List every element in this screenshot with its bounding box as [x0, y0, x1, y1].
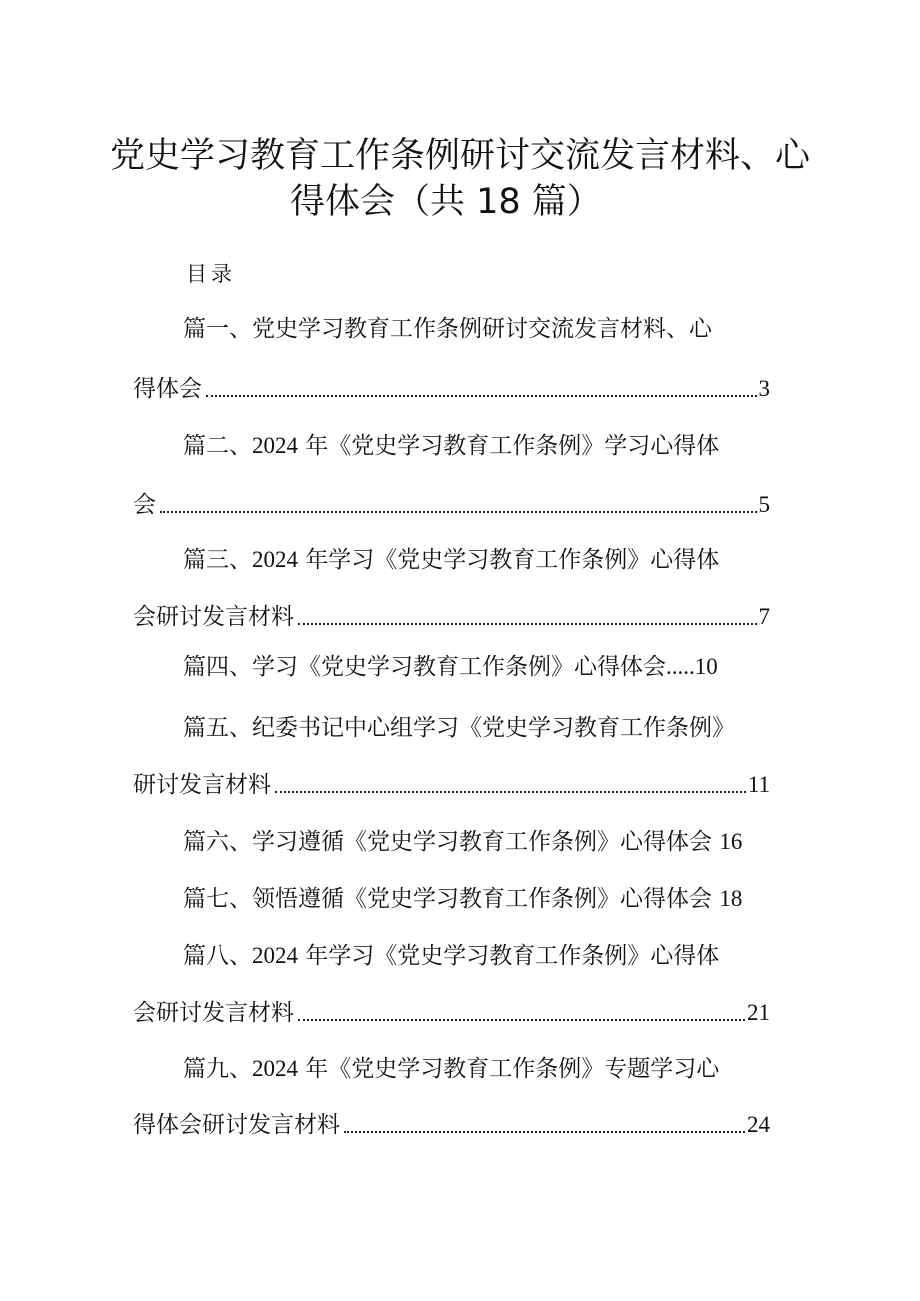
toc-entry-3-prefix: 篇三、 — [183, 547, 252, 573]
toc-entry-9-prefix: 篇九、 — [183, 1056, 252, 1082]
toc-leader-dots — [160, 511, 757, 513]
toc-entry-6-page: 16 — [719, 829, 743, 854]
toc-entry-9-line-2[interactable] — [133, 1110, 770, 1140]
toc-leader-dots — [298, 1019, 745, 1021]
toc-entry-1-cont: 得体会 — [133, 376, 202, 402]
toc-entry-5-line-2[interactable] — [133, 770, 770, 800]
toc-entry-6-title: 篇六、学习遵循《党史学习教育工作条例》心得体会 — [183, 829, 712, 855]
toc-leader-dots — [206, 395, 757, 397]
toc-entry-5-cont: 研讨发言材料 — [133, 772, 271, 798]
toc-entry-8-line-2[interactable] — [133, 998, 770, 1028]
toc-leader-dots — [275, 791, 746, 793]
toc-entry-5-page: 11 — [747, 772, 770, 797]
toc-entry-2-line-1[interactable] — [183, 431, 719, 461]
toc-entry-4[interactable] — [183, 652, 718, 682]
toc-entry-7-title: 篇七、领悟遵循《党史学习教育工作条例》心得体会 — [183, 886, 712, 912]
toc-entry-4-page: 10 — [694, 654, 718, 679]
toc-entry-9-title: 年《党史学习教育工作条例》专题学习心 — [298, 1056, 720, 1082]
toc-entry-8-line-1[interactable] — [183, 941, 719, 971]
toc-entry-3-line-2[interactable] — [133, 602, 770, 632]
toc-entry-8-page: 21 — [747, 1000, 770, 1025]
toc-entry-9-year: 2024 — [252, 1056, 298, 1081]
toc-entry-3-page: 7 — [758, 604, 770, 629]
toc-entry-3-line-1[interactable] — [183, 545, 719, 575]
toc-entry-8-title: 年学习《党史学习教育工作条例》心得体 — [298, 943, 720, 969]
toc-entry-2-page: 5 — [758, 492, 770, 517]
toc-entry-5-line-1[interactable]: 篇五、纪委书记中心组学习《党史学习教育工作条例》 — [183, 715, 735, 741]
toc-entry-8-prefix: 篇八、 — [183, 943, 252, 969]
title-line-2: 得体会（共 18 篇） — [290, 182, 602, 222]
toc-entry-7[interactable] — [183, 884, 742, 914]
toc-leader-dots: ..... — [666, 654, 695, 679]
toc-entry-3-cont: 会研讨发言材料 — [133, 604, 294, 630]
toc-heading: 目录 — [186, 262, 236, 286]
toc-entry-2-cont: 会 — [133, 492, 156, 518]
toc-entry-2-prefix: 篇二、 — [183, 433, 252, 459]
toc-entry-7-page: 18 — [719, 886, 743, 911]
toc-entry-9-cont: 得体会研讨发言材料 — [133, 1112, 340, 1138]
toc-entry-3-year: 2024 — [252, 547, 298, 572]
toc-entry-3-title: 年学习《党史学习教育工作条例》心得体 — [298, 547, 720, 573]
toc-entry-1-line-1[interactable]: 篇一、党史学习教育工作条例研讨交流发言材料、心 — [183, 316, 712, 342]
toc-entry-9-page: 24 — [747, 1112, 770, 1137]
toc-entry-1-page: 3 — [758, 376, 770, 401]
toc-entry-9-line-1[interactable] — [183, 1054, 719, 1084]
toc-entry-6[interactable] — [183, 827, 742, 857]
toc-entry-8-year: 2024 — [252, 943, 298, 968]
toc-entry-4-title: 篇四、学习《党史学习教育工作条例》心得体会 — [183, 654, 666, 680]
toc-entry-2-line-2[interactable] — [133, 490, 770, 520]
title-line-1: 党史学习教育工作条例研讨交流发言材料、心 — [110, 136, 811, 176]
toc-leader-dots — [298, 623, 757, 625]
toc-entry-8-cont: 会研讨发言材料 — [133, 1000, 294, 1026]
toc-entry-1-line-2[interactable] — [133, 374, 770, 404]
toc-entry-2-year: 2024 — [252, 433, 298, 458]
toc-leader-dots — [344, 1131, 745, 1133]
toc-entry-2-title: 年《党史学习教育工作条例》学习心得体 — [298, 433, 720, 459]
